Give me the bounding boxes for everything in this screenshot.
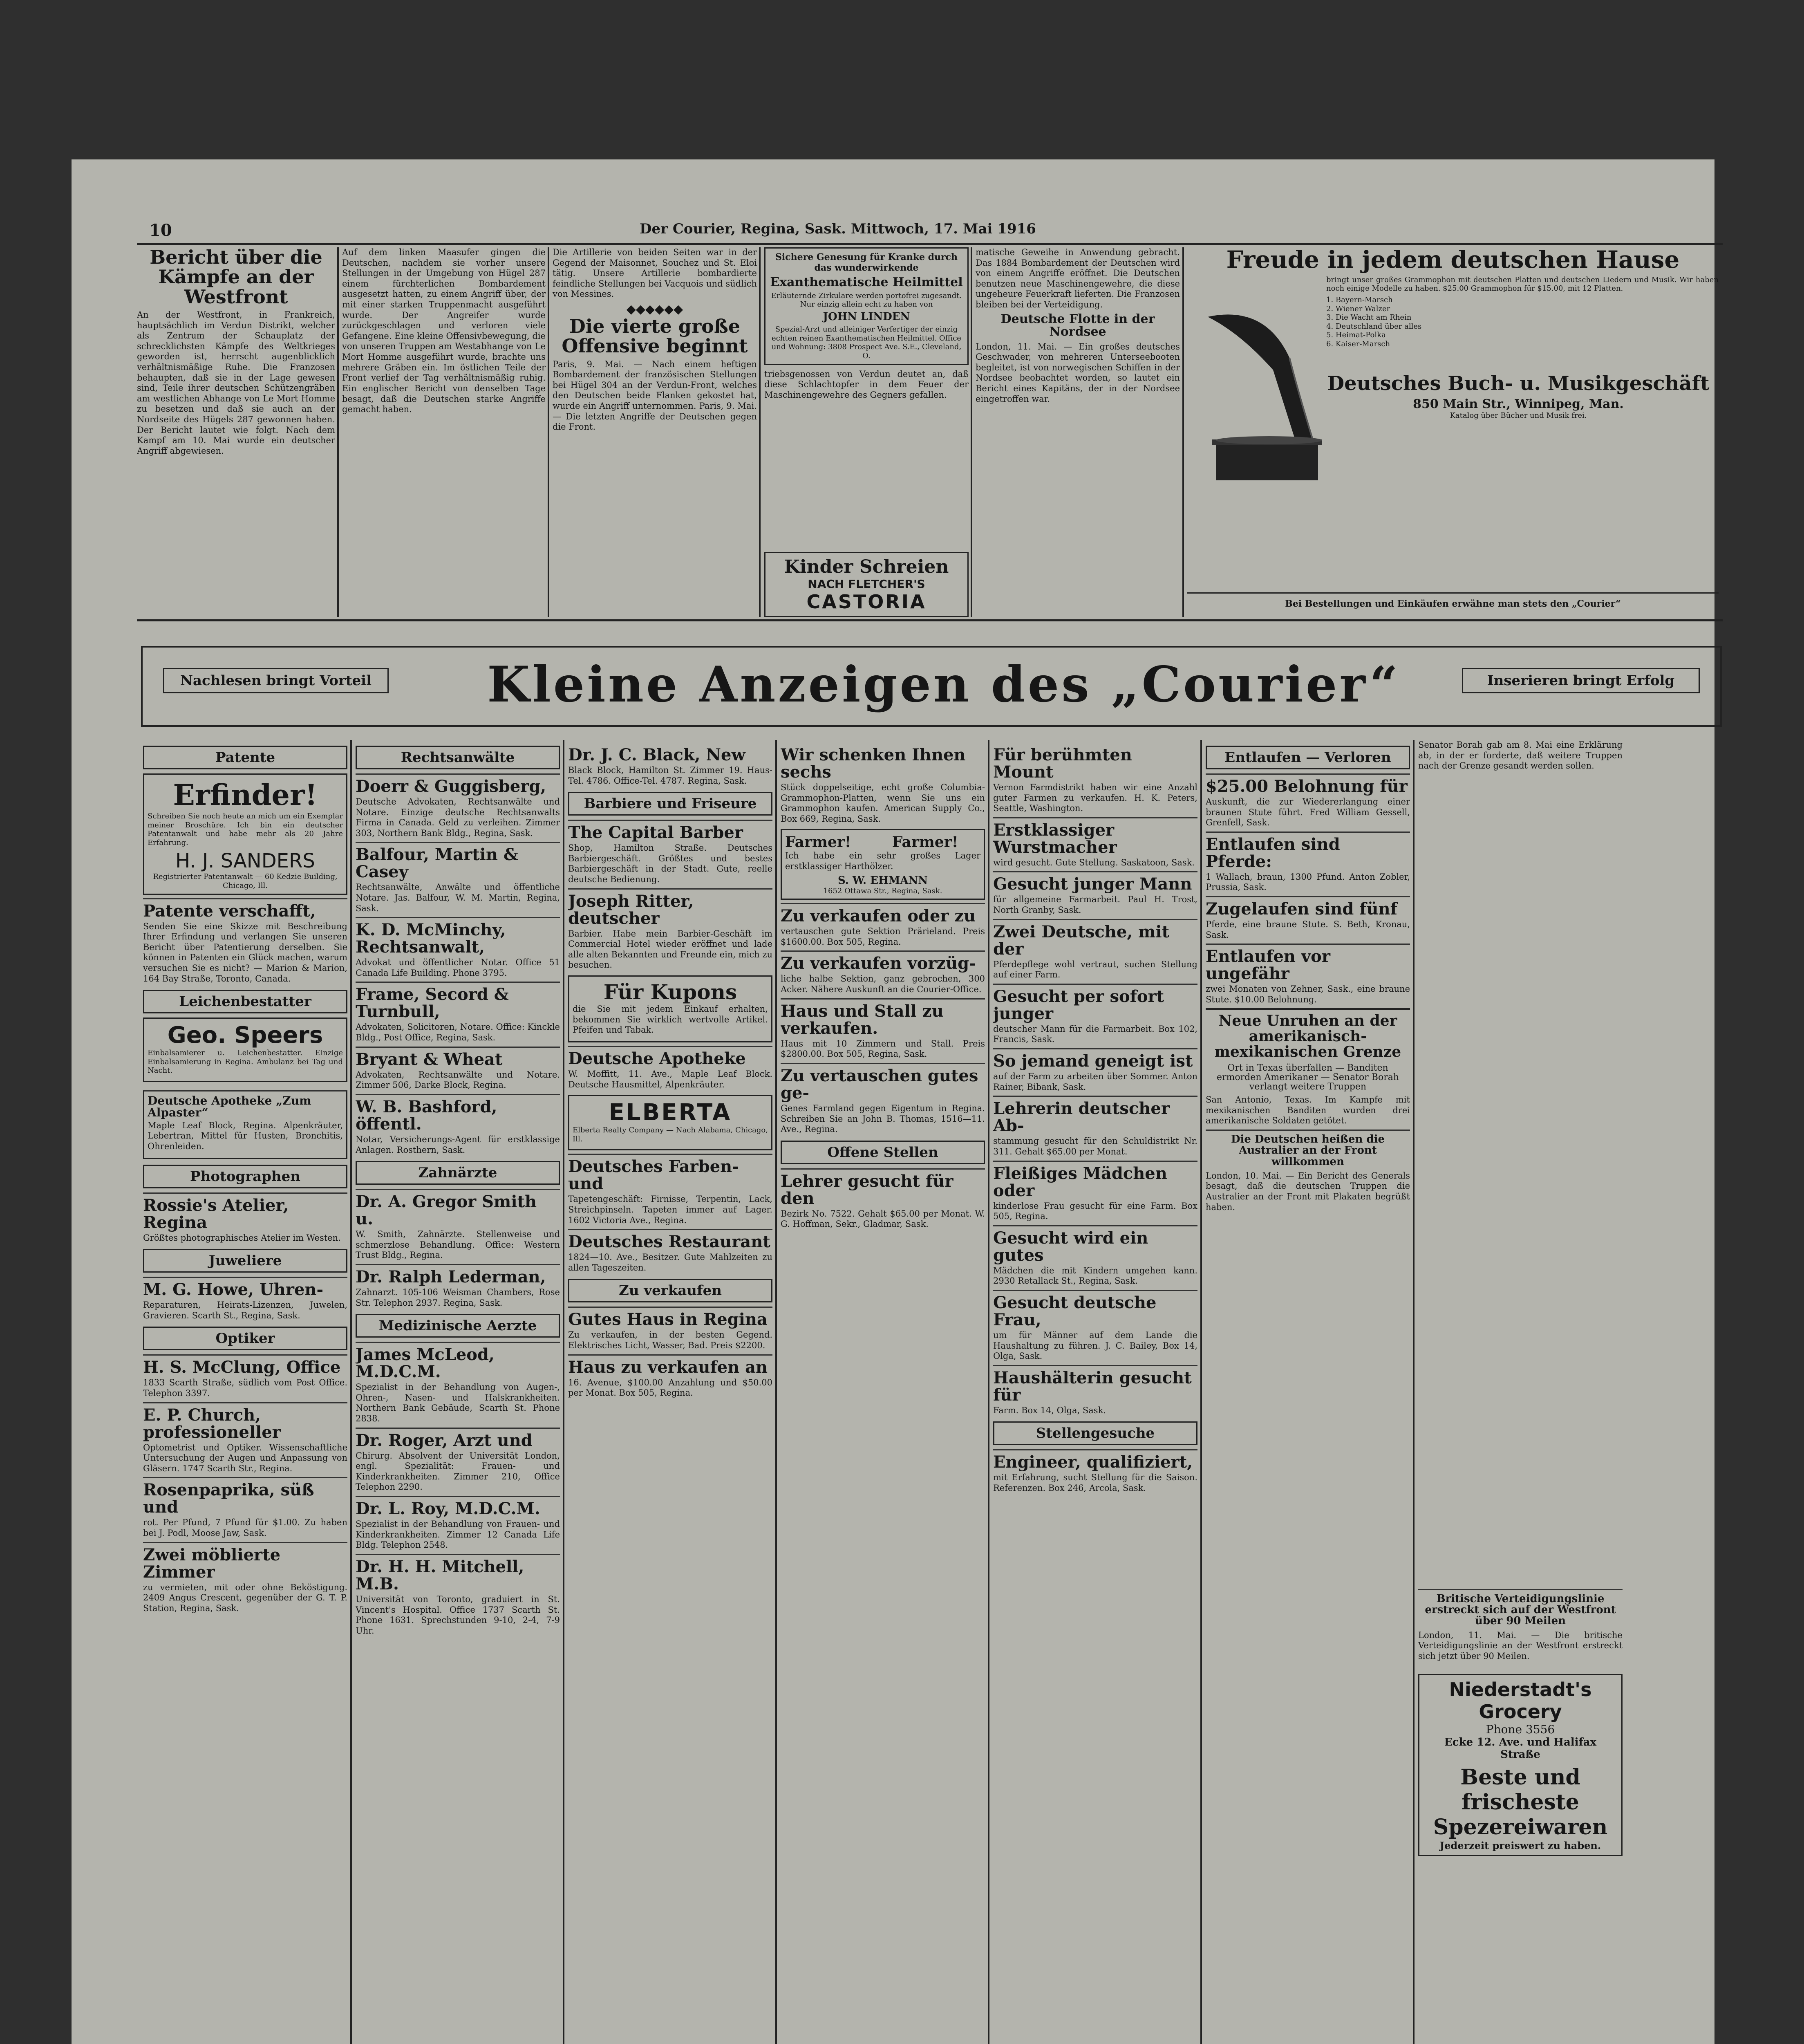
music-shop-address: 850 Main Str., Winnipeg, Man. (1413, 397, 1624, 412)
ad-title: Zu verkaufen vorzüg- (781, 954, 976, 973)
grocery-slogan: Beste und frischeste Spezereiwaren (1433, 1764, 1608, 1840)
ad-body: mit Erfahrung, sucht Stellung für die Saison. Referenzen. Box 246, Arcola, Sask. (993, 1472, 1197, 1493)
ad-body: Shop, Hamilton Straße. Deutsches Barbiergeschäft. Größtes und bestes Barbiergeschäft in der Stadt. Gute, reelle deutsche Bedienung. (568, 843, 772, 885)
ad-title: Entlaufen sind Pferde: (1206, 834, 1340, 871)
article-headline: Deutsche Flotte in der Nordsee (1000, 312, 1155, 339)
ad-title: H. S. McClung, Office (143, 1358, 341, 1377)
farmer-title: Farmer! Farmer! (785, 834, 958, 851)
ad-title: The Capital Barber (568, 823, 743, 843)
section-label-for-sale: Zu verkaufen (568, 1279, 772, 1302)
record-list-item: 3. Die Wacht am Rhein (1326, 313, 1412, 322)
section-label-opticians: Optiker (143, 1327, 347, 1350)
classified-column-7 (1418, 740, 1623, 2044)
ad-body: Spezialist in der Behandlung von Augen-, Ohren-, Nasen- und Halskrankheiten. Northern Bank Gebäude, Scarth St. Phone 2838. (356, 1382, 560, 1424)
ad-body: Haus mit 10 Zimmern und Stall. Preis $2800.00. Box 505, Regina, Sask. (781, 1038, 985, 1059)
newspaper-page (72, 159, 1719, 2044)
classified-column-2 (356, 740, 560, 2044)
classified-column-3 (568, 740, 772, 2044)
ad-title: Engineer, qualifiziert, (993, 1452, 1193, 1472)
ad-body: Mädchen die mit Kindern umgehen kann. 2930 Retallack St., Regina, Sask. (993, 1265, 1197, 1286)
grocery-address: Ecke 12. Ave. und Halifax Straße (1444, 1736, 1597, 1761)
ad-title: James McLeod, M.D.C.M. (356, 1345, 495, 1382)
record-list (1326, 296, 1719, 349)
classified-column-4 (781, 740, 985, 2044)
castoria-line2: NACH FLETCHER'S (808, 577, 925, 591)
record-list-item: 2. Wiener Walzer (1326, 304, 1390, 313)
ad-title: Gutes Haus in Regina (568, 1310, 768, 1329)
banner-title: Kleine Anzeigen des „Courier“ (487, 656, 1401, 713)
classified-banner (141, 646, 1722, 727)
linden-ad-name: JOHN LINDEN (823, 310, 910, 323)
ad-body: Größtes photographisches Atelier im Westen. (143, 1233, 341, 1243)
column-rule (563, 740, 564, 2044)
ehmann-name: S. W. EHMANN (837, 874, 928, 887)
ad-body: liche halbe Sektion, ganz gebrochen, 300 Acker. Nähere Auskunft an die Courier-Office. (781, 974, 985, 995)
column-rule (1200, 740, 1202, 2044)
ornament-divider: ◆◆◆◆◆◆ (626, 302, 683, 317)
ad-body: Universität von Toronto, graduiert in St. Vincent's Hospital. Office 1737 Scarth St. Phone 1631. Sprechstunden 9-10, 2-4, 7-9 Uhr. (356, 1594, 560, 1636)
ad-body: Deutsche Advokaten, Rechtsanwälte und Notare. Einzige deutsche Rechtsanwalts Firma in Canada. Geld zu verleihen. Zimmer 303, Northern Bank Bldg., Regina, Sask. (356, 797, 560, 838)
ad-title: Frame, Secord & Turnbull, (356, 985, 509, 1022)
ad-title: Gesucht wird ein gutes (993, 1228, 1148, 1265)
article-headline: Neue Unruhen an der amerikanisch-mexikanischen Grenze (1214, 1012, 1401, 1061)
ad-body: für allgemeine Farmarbeit. Paul H. Trost, North Granby, Sask. (993, 894, 1197, 915)
ad-title: Doerr & Guggisberg, (356, 777, 546, 796)
speers-title: Geo. Speers (167, 1022, 323, 1049)
phonograph-ad-lead: bringt unser großes Grammophon mit deutschen Platten und deutschen Liedern und Musik. Wir haben noch einige Modelle zu haben. $25.00 Grammophon für $15.00, mit 12 Platten. (1326, 275, 1719, 293)
ad-body: 16. Avenue, $100.00 Anzahlung und $50.00 per Monat. Box 505, Regina. (568, 1377, 772, 1398)
masthead: Der Courier, Regina, Sask. Mittwoch, 17. Mai 1916 (640, 221, 1036, 237)
article-body: Paris, 9. Mai. — Nach einem heftigen Bombardement der französischen Stellungen bei Hügel 304 an der Verdun-Front, welches den Deutschen beide Flanken gekostet hat, wurde ein Angriff unternommen. Paris, 9. Mai. — Die letzten Angriffe der Deutschen gegen die Front. (553, 359, 757, 432)
ad-body: Farm. Box 14, Olga, Sask. (993, 1405, 1106, 1415)
ad-title: Lehrerin deutscher Ab- (993, 1099, 1170, 1136)
article-headline: Britische Verteidigungslinie erstreckt sich auf der Westfront über 90 Meilen (1425, 1592, 1616, 1627)
ad-body: Zu verkaufen, in der besten Gegend. Elektrisches Licht, Wasser, Bad. Preis $2200. (568, 1330, 772, 1350)
ad-title: E. P. Church, professioneller (143, 1405, 281, 1442)
ad-title: Dr. J. C. Black, New (568, 745, 745, 764)
ad-body: Advokat und öffentlicher Notar. Office 51 Canada Life Building. Phone 3795. (356, 957, 560, 978)
linden-ad-product: Exanthematische Heilmittel (770, 275, 963, 289)
section-label-doctors: Medizinische Aerzte (356, 1314, 560, 1338)
ad-title: Zu vertauschen gutes ge- (781, 1066, 978, 1103)
ad-title: Lehrer gesucht für den (781, 1171, 953, 1208)
ad-title: Fleißiges Mädchen oder (993, 1163, 1167, 1200)
ad-title: Dr. Roger, Arzt und (356, 1430, 533, 1450)
ad-body: Auskunft, die zur Wiedererlangung einer braunen Stute führt. Fred William Gessell, Grenfell, Sask. (1206, 797, 1410, 828)
ad-body: W. Smith, Zahnärzte. Stellenweise und schmerzlose Behandlung. Office: Western Trust Bldg., Regina. (356, 1229, 560, 1260)
section-label-jewelers: Juweliere (143, 1249, 347, 1273)
article-headline: Die vierte große Offensive beginnt (562, 315, 748, 357)
banner-left-box: Nachlesen bringt Vorteil (163, 668, 389, 693)
grocery-name: Niederstadt's Grocery (1449, 1678, 1592, 1723)
ad-body: zwei Monaten von Zehner, Sask., eine braune Stute. $10.00 Belohnung. (1206, 984, 1410, 1004)
ad-body: Vernon Farmdistrikt haben wir eine Anzahl guter Farmen zu verkaufen. H. K. Peters, Seattle, Washington. (993, 782, 1197, 814)
article-middle (342, 247, 546, 617)
castoria-line3: CASTORIA (806, 591, 927, 613)
section-label-photographers: Photographen (143, 1165, 347, 1188)
article-body: London, 11. Mai. — Ein großes deutsches Geschwader, von mehreren Unterseebooten begleitet, ist von norwegischen Schiffen in der Nordsee beobachtet worden, so lautet ein Bericht eines Kapitäns, der in der Nordsee eingetroffen war. (976, 341, 1180, 404)
article-body: Die Artillerie von beiden Seiten war in der Gegend der Maisonnet, Souchez und St. Eloi tätig. Unsere Artillerie bombardierte feindliche Stellungen bei Vacquois und südlich von Messines. (553, 247, 757, 299)
grocery-sub: Jederzeit preiswert zu haben. (1439, 1839, 1601, 1851)
ad-body: Senden Sie eine Skizze mit Beschreibung Ihrer Erfindung und verlangen Sie unseren Bericht über Patentierung derselben. Sie können in Patenten ein Glück machen, warum versuchen Sie es nicht? — Marion & Marion, 164 Bay Straße, Toronto, Canada. (143, 921, 347, 984)
record-list-item: 4. Deutschland über alles (1326, 322, 1422, 331)
castoria-ad (764, 552, 969, 617)
page-number: 10 (149, 221, 172, 240)
ad-body: Pferde, eine braune Stute. S. Beth, Kronau, Sask. (1206, 919, 1410, 940)
article-gasbomb (976, 247, 1180, 617)
section-rule (137, 619, 1723, 621)
ad-title: $25.00 Belohnung für (1206, 777, 1408, 796)
grocery-phone: Phone 3556 (1486, 1722, 1555, 1736)
column-rule (759, 247, 761, 617)
ad-title: Gesucht deutsche Frau, (993, 1293, 1157, 1329)
farmer-body: Ich habe ein sehr großes Lager erstklassiger Harthölzer. (785, 851, 980, 872)
ad-title: Haus und Stall zu verkaufen. (781, 1001, 944, 1038)
ad-body: auf der Farm zu arbeiten über Sommer. Anton Rainer, Bibank, Sask. (993, 1071, 1197, 1092)
elberta-title: ELBERTA (609, 1099, 732, 1126)
ad-title: Zwei möblierte Zimmer (143, 1545, 281, 1582)
ad-title: Haushälterin gesucht für (993, 1368, 1192, 1405)
ad-title: M. G. Howe, Uhren- (143, 1280, 324, 1300)
ad-body: Zahnarzt. 105-106 Weisman Chambers, Rose Str. Telephon 2937. Regina, Sask. (356, 1287, 560, 1308)
ad-title: Balfour, Martin & Casey (356, 845, 518, 882)
ad-title: K. D. McMinchy, Rechtsanwalt, (356, 920, 506, 957)
record-list-item: 1. Bayern-Marsch (1326, 296, 1393, 305)
linden-ad-box (764, 247, 969, 365)
article-body: An der Westfront, in Frankreich, hauptsächlich im Verdun Distrikt, welcher als Zentrum der Schauplatz der schrecklichsten Kämpfe des Weltkrieges geworden ist, herrscht augenblicklich verhältnismäßige Ruhe. Die Franzosen behaupten, daß sie in der Lage gewesen sind, Teile ihrer deutschen Schützengräben am westlichen Abhange von Le Mort Homme zu besetzen und daß sie auch an der Nordseite des Hügels 287 gewonnen haben. Der Bericht lautet wie folgt. Nach dem Kampf am 10. Mai wurde ein deutscher Angriff abgewiesen. (137, 309, 335, 456)
ad-title: Gesucht per sofort junger (993, 986, 1164, 1023)
ad-body: Advokaten, Solicitoren, Notare. Office: Kinckle Bldg., Post Office, Regina, Sask. (356, 1022, 560, 1043)
article-body: London, 10. Mai. — Ein Bericht des Generals besagt, daß die deutschen Truppen die Australier an der Front mit Plakaten begrüßt haben. (1206, 1170, 1410, 1212)
article-body: Senator Borah gab am 8. Mai eine Erklärung ab, in der er forderte, daß weitere Truppen nach der Grenze gesandt werden sollen. (1418, 740, 1623, 771)
record-list-item: 6. Kaiser-Marsch (1326, 340, 1390, 349)
catalog-note: Katalog über Bücher und Musik frei. (1450, 411, 1587, 420)
ad-title: Dr. H. H. Mitchell, M.B. (356, 1557, 524, 1594)
ehmann-addr: 1652 Ottawa Str., Regina, Sask. (823, 886, 942, 895)
classified-column-1 (143, 740, 347, 2044)
ad-body: Optometrist und Optiker. Wissenschaftliche Untersuchung der Augen und Anpassung von Gläsern. 1747 Scarth Str., Regina. (143, 1442, 347, 1473)
ad-body: Notar, Versicherungs-Agent für erstklassige Anlagen. Rosthern, Sask. (356, 1134, 560, 1155)
record-list-item: 5. Heimat-Polka (1326, 331, 1386, 340)
ad-title: Deutsches Restaurant (568, 1232, 770, 1252)
article-artillery (553, 247, 757, 617)
ad-title: W. B. Bashford, öffentl. (356, 1097, 497, 1134)
section-label-patents: Patente (143, 746, 347, 769)
erfinder-ad (143, 773, 347, 895)
ad-title: Bryant & Wheat (356, 1049, 503, 1069)
article-headline: Bericht über die Kämpfe an der Westfront (150, 247, 322, 308)
ad-body: Black Block, Hamilton St. Zimmer 19. Haus-Tel. 4786. Office-Tel. 4787. Regina, Sask. (568, 765, 772, 786)
ad-body: Stück doppelseitige, echt große Columbia-Grammophon-Platten, wenn Sie uns ein Grammophon kaufen. American Supply Co., Box 669, Regina, Sask. (781, 782, 985, 824)
sanders-name: H. J. SANDERS (175, 849, 315, 873)
linden-ad-addr: Spezial-Arzt und alleiniger Verfertiger der einzig echten reinen Exanthematischen Heilmittel. Office und Wohnung: 3808 Prospect Ave. S.E., Cleveland, O. (771, 325, 962, 360)
column-rule (971, 247, 972, 617)
ad-title: Entlaufen vor ungefähr (1206, 947, 1330, 984)
column-rule (1182, 247, 1184, 617)
ad-title: Erstklassiger Wurstmacher (993, 820, 1117, 857)
section-label-lost: Entlaufen — Verloren (1206, 746, 1410, 769)
article-headline: Die Deutschen heißen die Australier an der Front willkommen (1231, 1133, 1385, 1168)
ad-body: 1833 Scarth Straße, südlich vom Post Office. Telephon 3397. (143, 1378, 347, 1399)
column-rule (775, 740, 777, 2044)
ad-body: Bezirk No. 7522. Gehalt $65.00 per Monat. W. G. Hoffman, Sekr., Gladmar, Sask. (781, 1208, 985, 1229)
column-rule (988, 740, 989, 2044)
ad-body: Tapetengeschäft: Firnisse, Terpentin, Lack, Streichpinseln. Tapeten immer auf Lager. 1602 Victoria Ave., Regina. (568, 1194, 772, 1225)
ad-title: Deutsche Apotheke (568, 1049, 746, 1068)
article-westfront (137, 247, 335, 619)
elberta-body: Elberta Realty Company — Nach Alabama, Chicago, Ill. (573, 1126, 768, 1143)
section-label-undertakers: Leichenbestatter (143, 990, 347, 1013)
section-label-lawyers: Rechtsanwälte (356, 746, 560, 769)
classified-column-6 (1206, 740, 1410, 2044)
erfinder-title: Erfinder! (173, 778, 318, 812)
ad-title: Wir schenken Ihnen sechs (781, 745, 966, 782)
sanders-sub: Registrierter Patentanwalt — 60 Kedzie Building, Chicago, Ill. (153, 872, 338, 890)
erfinder-body: Schreiben Sie noch heute an mich um ein Exemplar meiner Broschüre. Ich bin ein deutscher Patentanwalt und habe mehr als 20 Jahre Erfahrung. (148, 812, 343, 847)
ad-body: Reparaturen, Heirats-Lizenzen, Juwelen, Gravieren. Scarth St., Regina, Sask. (143, 1300, 347, 1320)
ad-body: Pferdepflege wohl vertraut, suchen Stellung auf einer Farm. (993, 959, 1197, 980)
ad-title: Für berühmten Mount (993, 745, 1132, 782)
phonograph-ad-headline: Freude in jedem deutschen Hause (1226, 247, 1680, 273)
ad-body: Barbier. Habe mein Barbier-Geschäft im Commercial Hotel wieder eröffnet und lade alle alten Bekannten und Freunde ein, mich zu besuchen. (568, 928, 772, 970)
ad-title: Rossie's Atelier, Regina (143, 1195, 289, 1232)
ad-title: Rosenpaprika, süß und (143, 1480, 314, 1517)
gramophone-icon (1191, 309, 1326, 484)
banner-right-box: Inserieren bringt Erfolg (1462, 668, 1700, 693)
ad-body: zu vermieten, mit oder ohne Beköstigung. 2409 Angus Crescent, gegenüber der G. T. P. Station, Regina, Sask. (143, 1582, 347, 1613)
ad-body: deutscher Mann für die Farmarbeit. Box 102, Francis, Sask. (993, 1024, 1197, 1044)
ad-title: Joseph Ritter, deutscher (568, 891, 694, 928)
ad-body: kinderlose Frau gesucht für eine Farm. Box 505, Regina. (993, 1201, 1197, 1221)
ad-title: Deutsches Farben- und (568, 1157, 739, 1194)
article-body: Auf dem linken Maasufer gingen die Deutschen, nachdem sie vorher unsere Stellungen in der Umgebung von Hügel 287 einem fürchterlichen Bombardement ausgesetzt hatten, zu einem Angriff über, der mit einer starken Truppenmacht ausgeführt wurde. Der Angreifer wurde zurückgeschlagen und verloren viele Gefangene. Eine kleine Offensivbewegung, die von unseren Truppen am Westabhange von Le Mort Homme ausgeführt wurde, brachte uns mehrere Gräben ein. Im östlichen Teile der Front verlief der Tag verhältnismäßig ruhig. Ein englischer Bericht von denselben Tage besagt, daß die Deutschen starke Angriffe gemacht haben. (342, 247, 546, 415)
ad-body: vertauschen gute Sektion Prärieland. Preis $1600.00. Box 505, Regina. (781, 926, 985, 947)
column-rule (548, 247, 549, 617)
ad-title: Zugelaufen sind fünf (1206, 899, 1397, 919)
ad-title: Dr. Ralph Lederman, (356, 1267, 546, 1286)
article-body: London, 11. Mai. — Die britische Verteidigungslinie an der Westfront erstreckt sich jetzt über 90 Meilen. (1418, 1630, 1623, 1661)
ad-title: Deutsche Apotheke „Zum Alpaster“ (148, 1094, 311, 1120)
ad-body: um für Männer auf dem Lande die Haushaltung zu führen. J. C. Bailey, Box 14, Olga, Sask. (993, 1330, 1197, 1361)
ad-body: wird gesucht. Gute Stellung. Saskatoon, Sask. (993, 857, 1195, 867)
linden-ad-title: Sichere Genesung für Kranke durch das wunderwirkende (775, 252, 958, 273)
ad-phonograph (1187, 247, 1719, 617)
ad-linden-castoria (764, 247, 969, 617)
ad-body: rot. Per Pfund, 7 Pfund für $1.00. Zu haben bei J. Podl, Moose Jaw, Sask. (143, 1517, 347, 1538)
ad-title: Zu verkaufen oder zu (781, 906, 976, 926)
ad-body: Rechtsanwälte, Anwälte und öffentliche Notare. Jas. Balfour, W. M. Martin, Regina, Sask. (356, 882, 560, 913)
courier-mention-note: Bei Bestellungen und Einkäufen erwähne man stets den „Courier“ (1187, 592, 1719, 609)
section-label-dentists: Zahnärzte (356, 1161, 560, 1185)
header-rule (137, 243, 1723, 245)
article-body: matische Geweihe in Anwendung gebracht. Das 1884 Bombardement der Deutschen wird von einem Angriffe eröffnet. Die Deutschen benutzen neue Maschinengewehre, die diese ungeheure Feuerkraft lieferten. Die Franzosen bleiben bei der Verteidigung. (976, 247, 1180, 310)
article-body: San Antonio, Texas. Im Kampfe mit mexikanischen Banditen wurden drei amerikanische Soldaten getötet. (1206, 1095, 1410, 1126)
ad-body: Advokaten, Rechtsanwälte und Notare. Zimmer 506, Darke Block, Regina. (356, 1069, 560, 1090)
ad-body: Chirurg. Absolvent der Universität London, engl. Spezialität: Frauen- und Kinderkrankheiten. Zimmer 210, Office Telephon 2290. (356, 1450, 560, 1492)
section-label-situations: Stellengesuche (993, 1421, 1197, 1445)
column-rule (337, 247, 339, 617)
ad-body: stammung gesucht für den Schuldistrikt Nr. 311. Gehalt $65.00 per Monat. (993, 1136, 1197, 1156)
ad-title: Zwei Deutsche, mit der (993, 922, 1170, 959)
kupons-body: die Sie mit jedem Einkauf erhalten, bekommen Sie wirklich wertvolle Artikel. Pfeifen und Tabak. (573, 1004, 768, 1035)
music-shop-name: Deutsches Buch- u. Musikgeschäft (1327, 372, 1710, 395)
ad-body: 1824—10. Ave., Besitzer. Gute Mahlzeiten zu allen Tageszeiten. (568, 1252, 772, 1273)
ad-title: Patente verschafft, (143, 901, 316, 921)
ad-body: W. Moffitt, 11. Ave., Maple Leaf Block. Deutsche Hausmittel, Alpenkräuter. (568, 1069, 772, 1089)
ad-body: Genes Farmland gegen Eigentum in Regina. Schreiben Sie an John B. Thomas, 1516—11. Ave., Regina. (781, 1103, 985, 1134)
classified-column-5 (993, 740, 1197, 2044)
article-subheadline: Ort in Texas überfallen — Banditen ermorden Amerikaner — Senator Borah verlangt weitere Truppen (1216, 1062, 1399, 1092)
ad-body: Spezialist in der Behandlung von Frauen- und Kinderkrankheiten. Zimmer 12 Canada Life Bldg. Telephon 2548. (356, 1519, 560, 1550)
ad-body: Maple Leaf Block, Regina. Alpenkräuter, Lebertran, Mittel für Husten, Bronchitis, Ohrenleiden. (148, 1120, 343, 1151)
ad-title: Dr. L. Roy, M.D.C.M. (356, 1499, 540, 1519)
ad-title: Gesucht junger Mann (993, 874, 1192, 894)
ad-title: So jemand geneigt ist (993, 1051, 1193, 1071)
ad-title: Dr. A. Gregor Smith u. (356, 1192, 537, 1229)
ad-body: 1 Wallach, braun, 1300 Pfund. Anton Zobler, Prussia, Sask. (1206, 872, 1410, 892)
linden-ad-body: Erläuternde Zirkulare werden portofrei zugesandt. Nur einzig allein echt zu haben von (771, 291, 962, 309)
column-rule (350, 740, 352, 2044)
column-rule (1413, 740, 1415, 2044)
article-body: triebsgenossen von Verdun deutet an, daß diese Schlachtopfer in dem Feuer der Maschinengewehre des Gegners gefallen. (764, 369, 969, 400)
section-label-jobs: Offene Stellen (781, 1141, 985, 1164)
kupons-title: Für Kupons (603, 980, 737, 1004)
section-label-barbers: Barbiere und Friseure (568, 792, 772, 816)
castoria-line1: Kinder Schreien (784, 556, 949, 577)
speers-ad (143, 1018, 347, 1082)
speers-body: Einbalsamierer u. Leichenbestatter. Einzige Einbalsamierung in Regina. Ambulanz bei Tag und Nacht. (148, 1049, 343, 1075)
ad-title: Haus zu verkaufen an (568, 1357, 768, 1377)
